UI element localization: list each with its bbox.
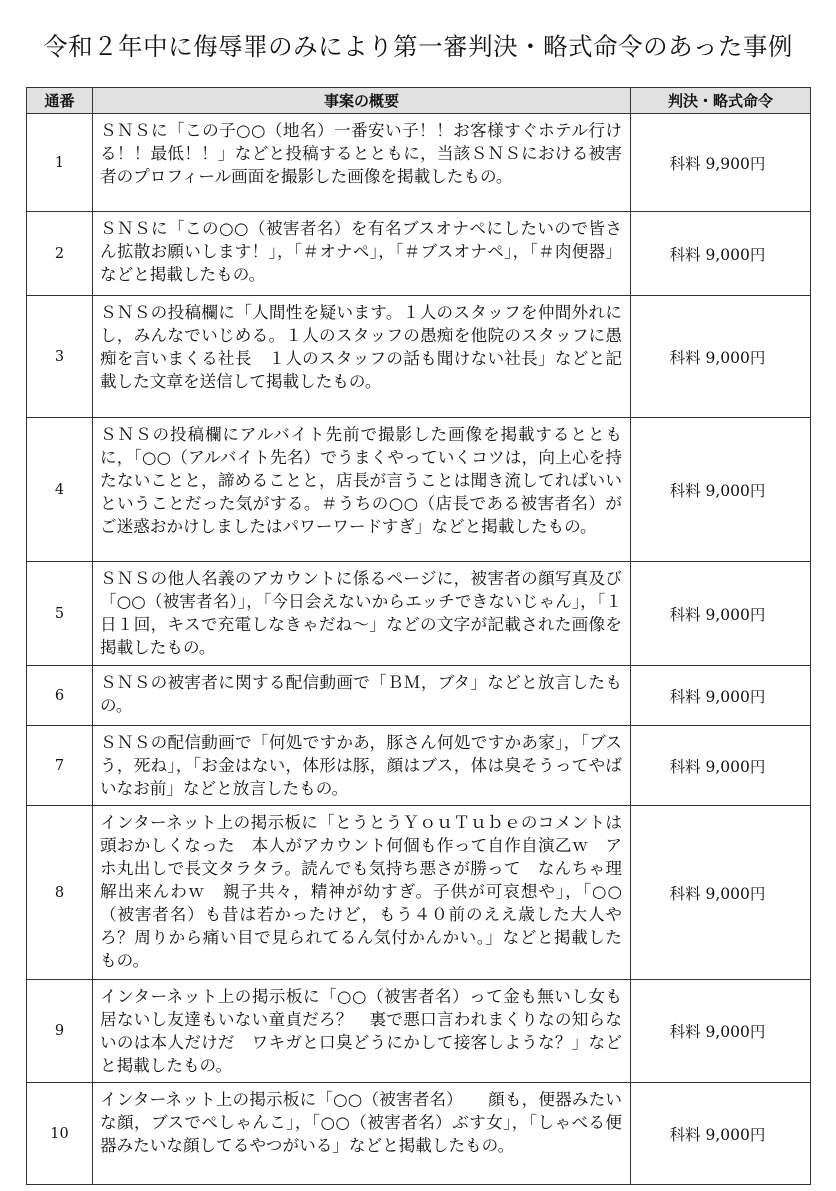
case-summary: ＳＮＳの他人名義のアカウントに係るページに，被害者の顔写真及び「○○（被害者名）」，「今日会えないからエッチできないじゃん」，「１日１回，キスで充電しなきゃだね～」などの文字が記載された画像を掲載したもの。	[93, 562, 631, 666]
case-summary: ＳＮＳの被害者に関する配信動画で「ＢＭ，ブタ」などと放言したもの。	[93, 666, 631, 726]
table-row	[27, 418, 811, 562]
case-summary: ＳＮＳの投稿欄にアルバイト先前で撮影した画像を掲載するとともに，「○○（アルバイト先名）でうまくやっていくコツは，向上心を持たないことと，諦めることと，店長が言うことは聞き流してればいいということだった気がする。＃うちの○○（店長である被害者名）がご迷惑おかけしましたはパワーワードすぎ」などと掲載したもの。	[93, 418, 631, 562]
case-summary: ＳＮＳの配信動画で「何処ですかあ，豚さん何処ですかあ家」，「ブスう，死ね」，「お金はない，体形は豚，顔はブス，体は臭そうってやばいなお前」などと放言したもの。	[93, 726, 631, 806]
case-summary: インターネット上の掲示板に「○○（被害者名） 顔も，便器みたいな顔，ブスでぺしゃんこ」，「○○（被害者名）ぶす女」，「しゃべる便器みたいな顔してるやつがいる」などと掲載したもの。	[93, 1083, 631, 1185]
case-penalty: 科料 9,000円	[631, 726, 811, 806]
case-number: 2	[27, 212, 93, 296]
case-penalty: 科料 9,000円	[631, 212, 811, 296]
table-row	[27, 980, 811, 1083]
case-summary: インターネット上の掲示板に「とうとうＹｏｕＴｕｂｅのコメントは頭おかしくなった 本人がアカウント何個も作って自作自演乙ｗ アホ丸出しで長文タラタラ。読んでも気持ち悪さが勝って なんちゃ理解出来んわｗ 親子共々，精神が幼すぎ。子供が可哀想や」，「○○（被害者名）も昔は若かったけど，もう４０前のええ歳した大人やろ？周りから痛い目で見られてるん気付かんかい。」などと掲載したもの。	[93, 806, 631, 980]
table-row	[27, 212, 811, 296]
table-row	[27, 114, 811, 212]
case-number: 5	[27, 562, 93, 666]
header-penalty: 判決・略式命令	[631, 88, 811, 114]
table-row	[27, 666, 811, 726]
case-penalty: 科料 9,000円	[631, 666, 811, 726]
case-number: 4	[27, 418, 93, 562]
table-row	[27, 296, 811, 418]
case-summary: ＳＮＳの投稿欄に「人間性を疑います。１人のスタッフを仲間外れにし，みんなでいじめる。１人のスタッフの愚痴を他院のスタッフに愚痴を言いまくる社長 １人のスタッフの話も聞けない社長」などと記載した文章を送信して掲載したもの。	[93, 296, 631, 418]
table-header-row	[27, 88, 811, 114]
header-number: 通番	[27, 88, 93, 114]
case-number: 1	[27, 114, 93, 212]
cases-table	[26, 87, 811, 1185]
table-row	[27, 562, 811, 666]
case-penalty: 科料 9,000円	[631, 562, 811, 666]
case-penalty: 科料 9,900円	[631, 114, 811, 212]
case-penalty: 科料 9,000円	[631, 296, 811, 418]
case-number: 7	[27, 726, 93, 806]
page-title: 令和２年中に侮辱罪のみにより第一審判決・略式命令のあった事例	[43, 32, 793, 61]
case-number: 8	[27, 806, 93, 980]
case-penalty: 科料 9,000円	[631, 418, 811, 562]
case-penalty: 科料 9,000円	[631, 980, 811, 1083]
case-number: 10	[27, 1083, 93, 1185]
case-penalty: 科料 9,000円	[631, 806, 811, 980]
case-summary: インターネット上の掲示板に「○○（被害者名）って金も無いし女も居ないし友達もいない童貞だろ？ 裏で悪口言われまくりなの知らないのは本人だけだ ワキガと口臭どうにかして接客しような？」などと掲載したもの。	[93, 980, 631, 1083]
table-row	[27, 806, 811, 980]
case-summary: ＳＮＳに「この○○（被害者名）を有名ブスオナペにしたいので皆さん拡散お願いします！」，「＃オナペ」，「＃ブスオナペ」，「＃肉便器」などと掲載したもの。	[93, 212, 631, 296]
table-row	[27, 726, 811, 806]
case-number: 9	[27, 980, 93, 1083]
case-number: 3	[27, 296, 93, 418]
case-number: 6	[27, 666, 93, 726]
case-summary: ＳＮＳに「この子○○（地名）一番安い子！！お客様すぐホテル行ける！！最低！！」などと投稿するとともに，当該ＳＮＳにおける被害者のプロフィール画面を撮影した画像を掲載したもの。	[93, 114, 631, 212]
table-row	[27, 1083, 811, 1185]
header-summary: 事案の概要	[93, 88, 631, 114]
case-penalty: 科料 9,000円	[631, 1083, 811, 1185]
